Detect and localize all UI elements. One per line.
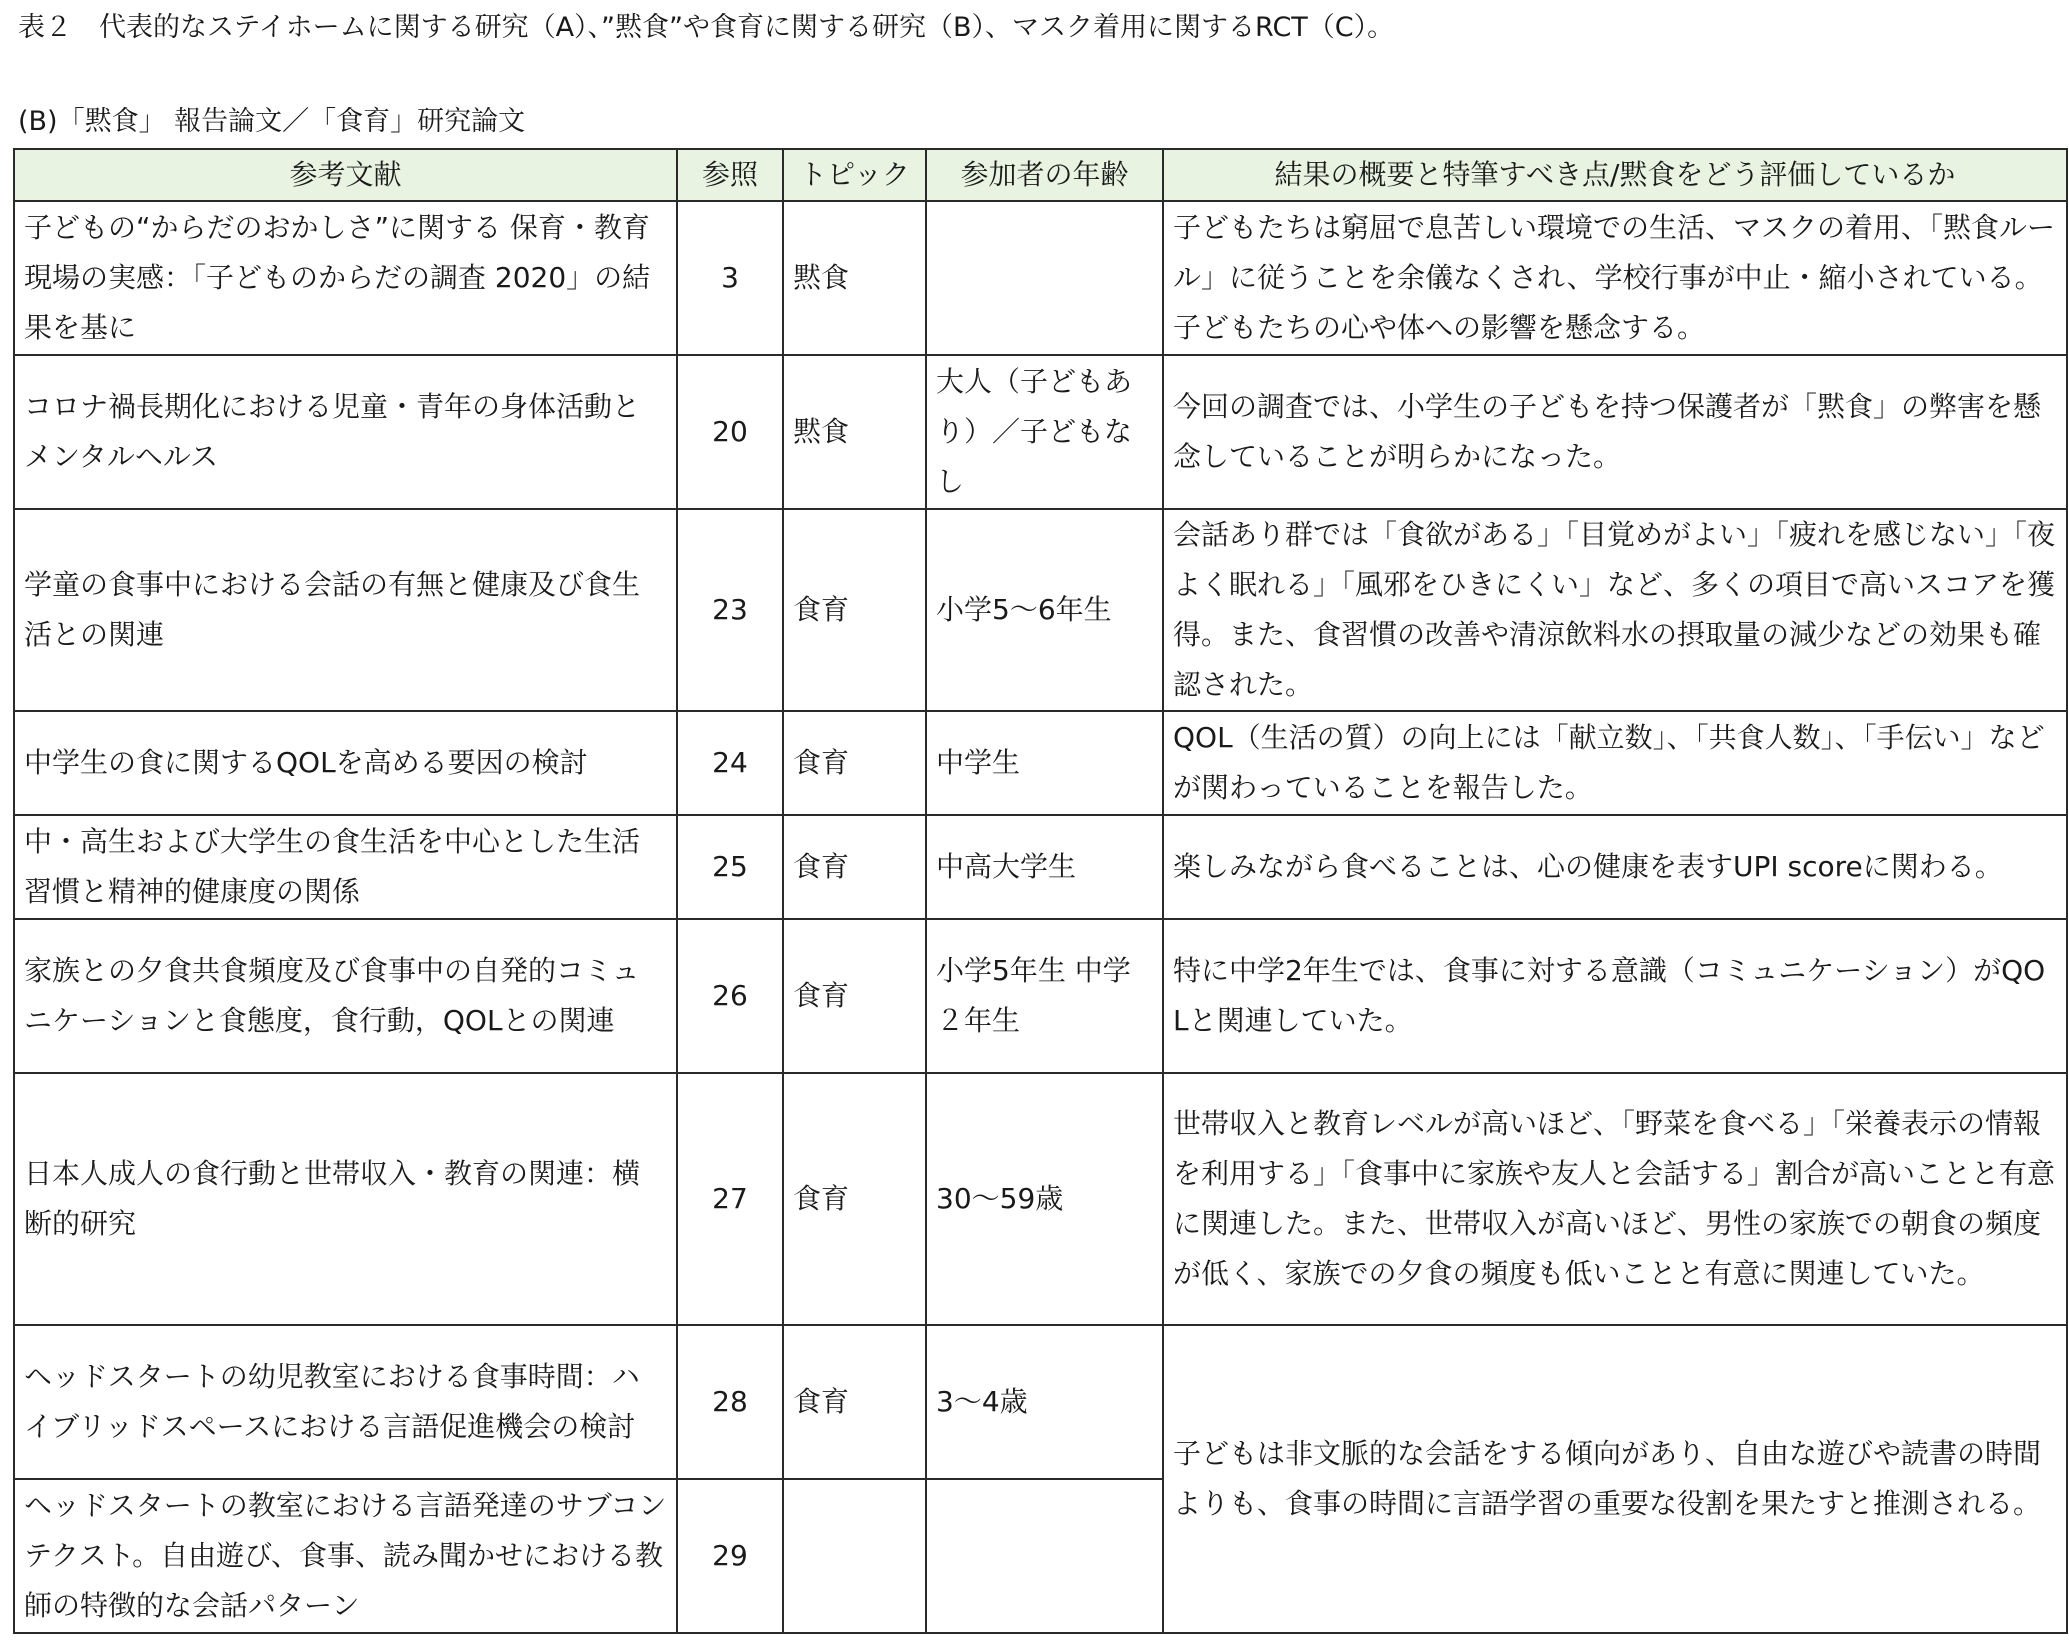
cell-ref-number: 20 xyxy=(677,355,783,509)
cell-topic: 黙食 xyxy=(783,355,926,509)
literature-table xyxy=(13,148,2068,1634)
cell-participant-age: 小学5〜6年生 xyxy=(926,509,1163,711)
cell-participant-age: 30〜59歳 xyxy=(926,1073,1163,1325)
cell-summary: 世帯収入と教育レベルが高いほど、「野菜を食べる」「栄養表示の情報を利用する」「食事中に家族や友人と会話する」割合が高いことと有意に関連した。また、世帯収入が高いほど、男性の家族での朝食の頻度が低く、家族での夕食の頻度も低いことと有意に関連していた。 xyxy=(1163,1073,2067,1325)
table-row xyxy=(14,509,2067,711)
cell-topic: 食育 xyxy=(783,1073,926,1325)
cell-topic: 食育 xyxy=(783,711,926,815)
cell-reference: ヘッドスタートの幼児教室における食事時間：ハイブリッドスペースにおける言語促進機会の検討 xyxy=(14,1325,677,1479)
table-row xyxy=(14,1073,2067,1325)
table-row xyxy=(14,919,2067,1073)
cell-participant-age: 小学5年生 中学２年生 xyxy=(926,919,1163,1073)
header-reference: 参考文献 xyxy=(14,149,677,201)
cell-ref-number: 25 xyxy=(677,815,783,919)
cell-summary: 今回の調査では、小学生の子どもを持つ保護者が「黙食」の弊害を懸念していることが明らかになった。 xyxy=(1163,355,2067,509)
cell-participant-age xyxy=(926,1479,1163,1633)
cell-topic: 食育 xyxy=(783,919,926,1073)
cell-topic: 食育 xyxy=(783,509,926,711)
cell-reference: 子どもの“からだのおかしさ”に関する 保育・教育現場の実感：「子どものからだの調査 2020」の結果を基に xyxy=(14,201,677,355)
cell-reference: 学童の食事中における会話の有無と健康及び食生活との関連 xyxy=(14,509,677,711)
cell-summary: 楽しみながら食べることは、心の健康を表すUPI scoreに関わる。 xyxy=(1163,815,2067,919)
cell-participant-age: 大人（子どもあり）／子どもなし xyxy=(926,355,1163,509)
table-row xyxy=(14,355,2067,509)
cell-reference: コロナ禍長期化における児童・青年の身体活動とメンタルヘルス xyxy=(14,355,677,509)
cell-summary: QOL（生活の質）の向上には「献立数」、「共食人数」、「手伝い」などが関わっていることを報告した。 xyxy=(1163,711,2067,815)
cell-ref-number: 24 xyxy=(677,711,783,815)
cell-topic: 食育 xyxy=(783,815,926,919)
table-header-row xyxy=(14,149,2067,201)
cell-ref-number: 23 xyxy=(677,509,783,711)
header-topic: トピック xyxy=(783,149,926,201)
table-row xyxy=(14,711,2067,815)
cell-ref-number: 29 xyxy=(677,1479,783,1633)
table-caption: 表２ 代表的なステイホームに関する研究（A）、”黙食”や食育に関する研究（B）、マスク着用に関するRCT（C）。 xyxy=(18,12,1395,43)
table-row xyxy=(14,1325,2067,1479)
table-row xyxy=(14,201,2067,355)
table-row xyxy=(14,815,2067,919)
header-summary: 結果の概要と特筆すべき点/黙食をどう評価しているか xyxy=(1163,149,2067,201)
header-participant-age: 参加者の年齢 xyxy=(926,149,1163,201)
header-ref-number: 参照 xyxy=(677,149,783,201)
cell-reference: 家族との夕食共食頻度及び食事中の自発的コミュニケーションと食態度，食行動，QOLとの関連 xyxy=(14,919,677,1073)
cell-topic: 黙食 xyxy=(783,201,926,355)
cell-ref-number: 26 xyxy=(677,919,783,1073)
cell-summary: 子どもは非文脈的な会話をする傾向があり、自由な遊びや読書の時間よりも、食事の時間に言語学習の重要な役割を果たすと推測される。 xyxy=(1163,1325,2067,1633)
cell-participant-age xyxy=(926,201,1163,355)
cell-topic xyxy=(783,1479,926,1633)
cell-reference: ヘッドスタートの教室における言語発達のサブコンテクスト。自由遊び、食事、読み聞かせにおける教師の特徴的な会話パターン xyxy=(14,1479,677,1633)
cell-reference: 日本人成人の食行動と世帯収入・教育の関連：横断的研究 xyxy=(14,1073,677,1325)
cell-participant-age: 3〜4歳 xyxy=(926,1325,1163,1479)
cell-summary: 会話あり群では「食欲がある」「目覚めがよい」「疲れを感じない」「夜よく眠れる」「風邪をひきにくい」など、多くの項目で高いスコアを獲得。また、食習慣の改善や清涼飲料水の摂取量の減少などの効果も確認された。 xyxy=(1163,509,2067,711)
cell-ref-number: 27 xyxy=(677,1073,783,1325)
cell-reference: 中・高生および大学生の食生活を中心とした生活習慣と精神的健康度の関係 xyxy=(14,815,677,919)
cell-summary: 特に中学2年生では、食事に対する意識（コミュニケーション）がQOLと関連していた。 xyxy=(1163,919,2067,1073)
cell-ref-number: 3 xyxy=(677,201,783,355)
cell-participant-age: 中学生 xyxy=(926,711,1163,815)
cell-summary: 子どもたちは窮屈で息苦しい環境での生活、マスクの着用、「黙食ルール」に従うことを余儀なくされ、学校行事が中止・縮小されている。子どもたちの心や体への影響を懸念する。 xyxy=(1163,201,2067,355)
cell-topic: 食育 xyxy=(783,1325,926,1479)
cell-reference: 中学生の食に関するQOLを高める要因の検討 xyxy=(14,711,677,815)
table-subcaption: (B)「黙食」 報告論文／「食育」研究論文 xyxy=(18,106,526,137)
cell-ref-number: 28 xyxy=(677,1325,783,1479)
cell-participant-age: 中高大学生 xyxy=(926,815,1163,919)
